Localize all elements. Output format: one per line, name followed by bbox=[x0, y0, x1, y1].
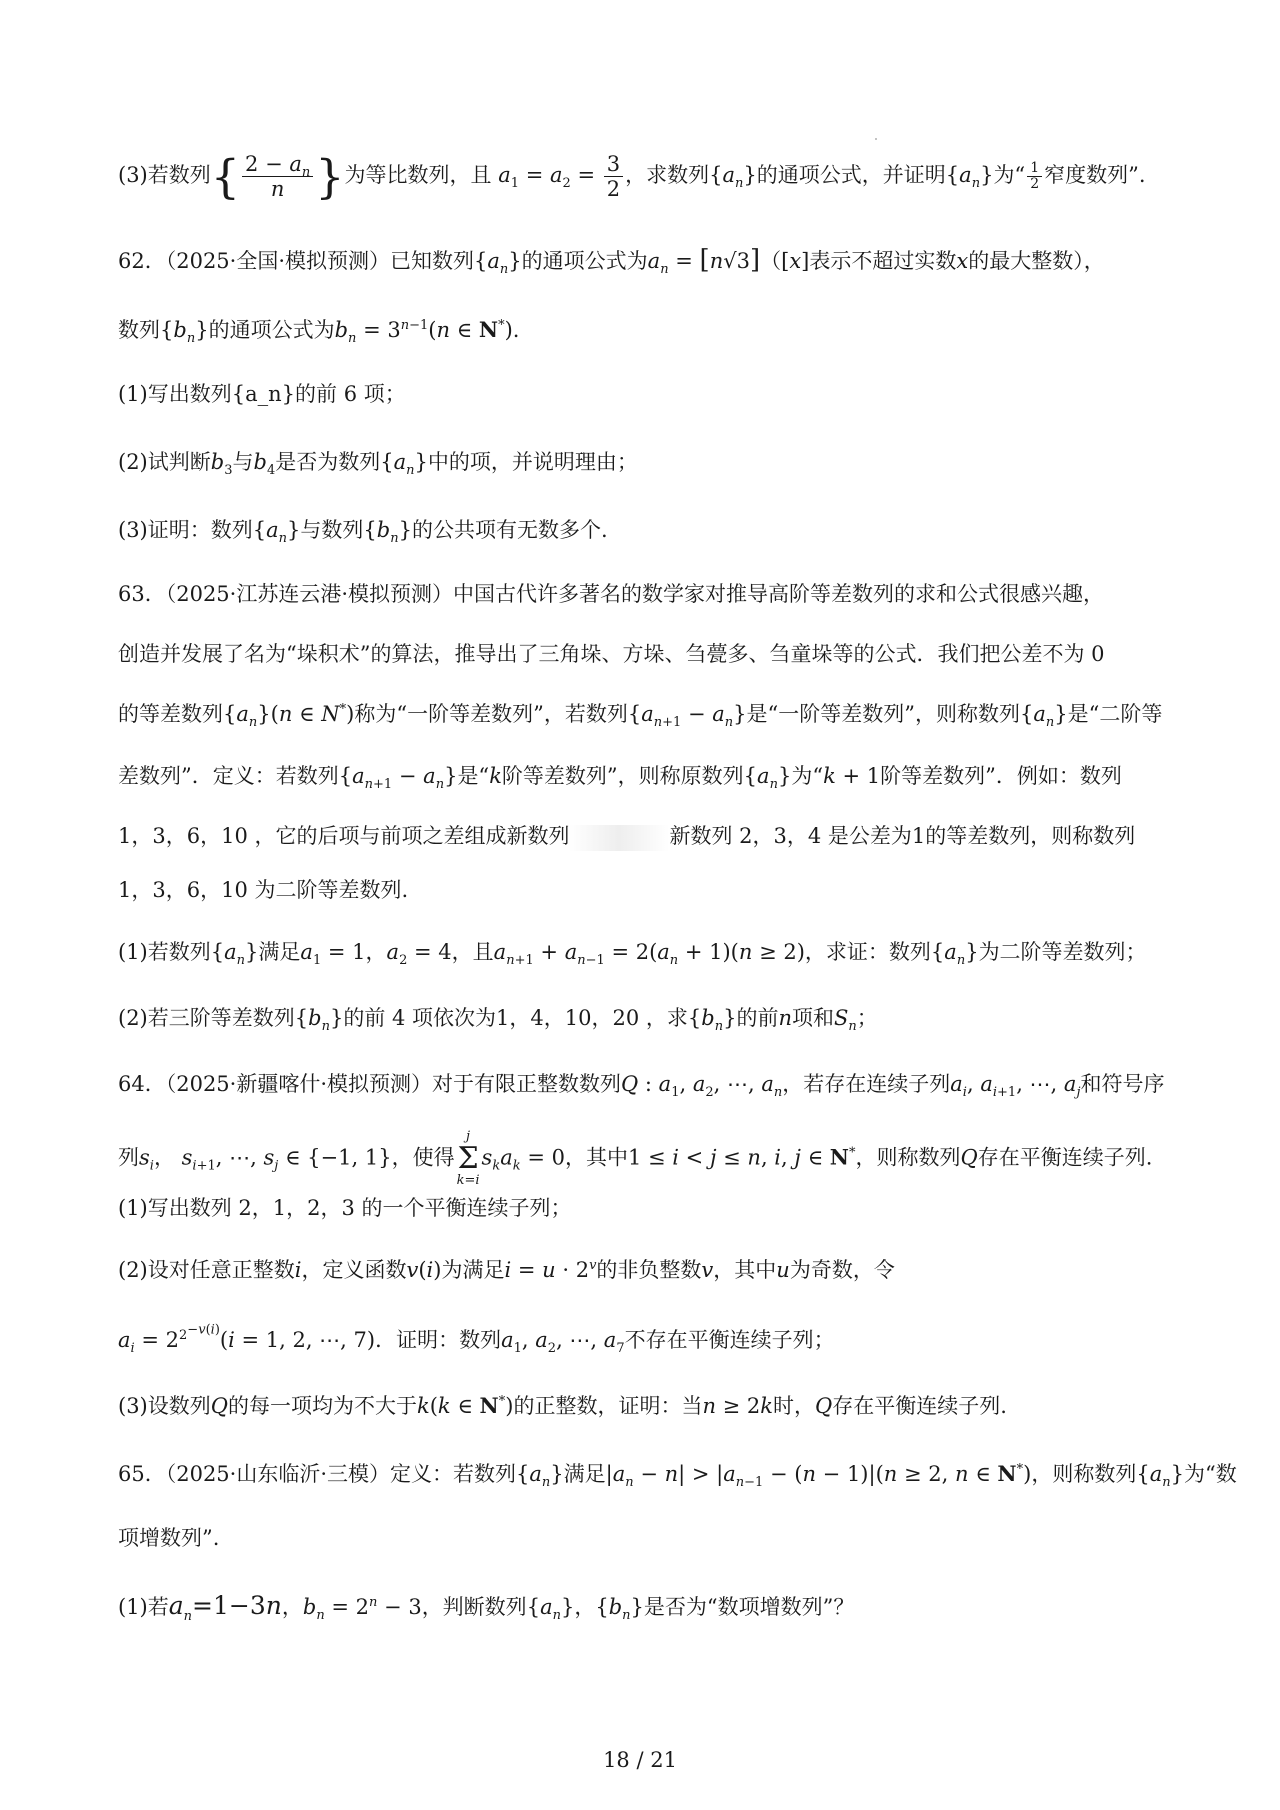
p63-statement-2: 创造并发展了名为“垛积术”的算法，推导出了三角垛、方垛、刍甍多、刍童垛等的公式．我们把公差不为 0 bbox=[118, 642, 1105, 666]
page-number: 18 / 21 bbox=[603, 1748, 677, 1772]
p62-part3: (3)证明：数列$\{a_n\}$与数列$\{b_n\}$的公共项有无数多个. bbox=[118, 518, 608, 547]
p63-part1: (1)若数列$\{a_n\}$满足$a_1 = 1$，$a_2 = 4$，且$a_{n+1} + a_{n-1} = 2(a_n + 1)(n \ge 2)$，求证：数列$\{a_n\}$为二阶等差数列； bbox=[118, 940, 1147, 969]
p62-statement: 62．（2025·全国·模拟预测）已知数列$\{a_n\}$的通项公式为$a_n = [n√3]([x]$表示不超过实数x的最大整数）， bbox=[118, 245, 1105, 278]
p65-part1: (1)若$a_n=1-3n$，$b_n = 2^n - 3$，判断数列$\{a_n\}$，$\{b_n\}$是否为“数项增数列”？ bbox=[118, 1591, 855, 1624]
p64-part2-cont: $a_i = 2^{2^{-v(i)}}(i = 1$, 2, ⋯, 7)．证明：数列$a_1$, $a_2$, ⋯, $a_7$不存在平衡连续子列； bbox=[118, 1322, 835, 1357]
p62-part2: (2)试判断$b_3$与$b_4$是否为数列$\{a_n\}$中的项，并说明理由； bbox=[118, 450, 638, 479]
p64-part2: (2)设对任意正整数i，定义函数v(i)为满足$i = u \cdot 2^v$的非负整数v，其中u为奇数，令 bbox=[118, 1258, 895, 1282]
p64-part3: (3)设数列Q的每一项均为不大于k(k ∈ N*)的正整数，证明：当n ≥ 2k时，Q存在平衡连续子列. bbox=[118, 1393, 1007, 1418]
smudge bbox=[569, 825, 669, 851]
p63-statement-5: 1，3，6，10 ，它的后项与前项之差组成新数列 新数列 2，3，4 是公差为1的等差数列，则称数列 bbox=[118, 822, 1135, 851]
scan-speck bbox=[875, 138, 877, 140]
p63-statement-1: 63．（2025·江苏连云港·模拟预测）中国古代许多著名的数学家对推导高阶等差数列的求和公式很感兴趣， bbox=[118, 582, 1105, 606]
p64-statement-2: 列$s_i$， $s_{i+1}$, ⋯, $s_j$ ∈ {−1, 1}，使得j Σ $k=is_ka_k = 0$，其中1 ≤ i < j ≤ n, i, j ∈ N*，则称数列Q存在平衡连续子列. bbox=[118, 1129, 1153, 1188]
p63-statement-4: 差数列”．定义：若数列$\{a_{n+1} - a_n\}$是“k阶等差数列”，则称原数列$\{a_n\}$为“k + 1阶等差数列”．例如：数列 bbox=[118, 764, 1122, 793]
p62-part1: (1)写出数列{a_n}的前 6 项； bbox=[118, 382, 406, 406]
p64-statement-1: 64．（2025·新疆喀什·模拟预测）对于有限正整数数列Q : $a_1$, $a_2$, ⋯, $a_n$，若存在连续子列$a_i$, $a_{i+1}$, ⋯, $a_j$和符号序 bbox=[118, 1072, 1165, 1101]
p63-statement-3: 的等差数列$\{a_n\}(n$ ∈ N*)称为“一阶等差数列”，若数列$\{a_{n+1} - a_n\}$是“一阶等差数列”，则称数列$\{a_n\}$是“二阶等 bbox=[118, 702, 1163, 731]
p64-part1: (1)写出数列 2，1，2，3 的一个平衡连续子列； bbox=[118, 1196, 572, 1220]
p63-statement-6: 1，3，6，10 为二阶等差数列. bbox=[118, 878, 409, 902]
p62-statement-2: 数列$\{b_n\}$的通项公式为$b_n = 3^{n-1}(n$ ∈ N*). bbox=[118, 317, 520, 347]
p63-part2: (2)若三阶等差数列$\{b_n\}$的前 4 项依次为1，4，10，20 ，求$\{b_n\}$的前n项和$S_n$； bbox=[118, 1006, 878, 1035]
p65-statement-2: 项增数列”. bbox=[118, 1526, 220, 1550]
p65-statement-1: 65．（2025·山东临沂·三模）定义：若数列$\{a_n\}$满足$|a_n - n| > |a_{n-1} - (n - 1)|(n \ge 2$, n ∈ N*)，则称数列$\{a_n\}$为“数 bbox=[118, 1461, 1237, 1491]
p61-part3: (3)若数列{ $\frac{2 - a_n}{n}$ }为等比数列，且 $a_1 = a_2$ = $\frac{3}{2}$ ，求数列$\{a_n\}$的通项公式，并证明$\{a_n\}$为“ $\frac{1}{2}$ 窄度数列”. bbox=[118, 149, 1146, 204]
